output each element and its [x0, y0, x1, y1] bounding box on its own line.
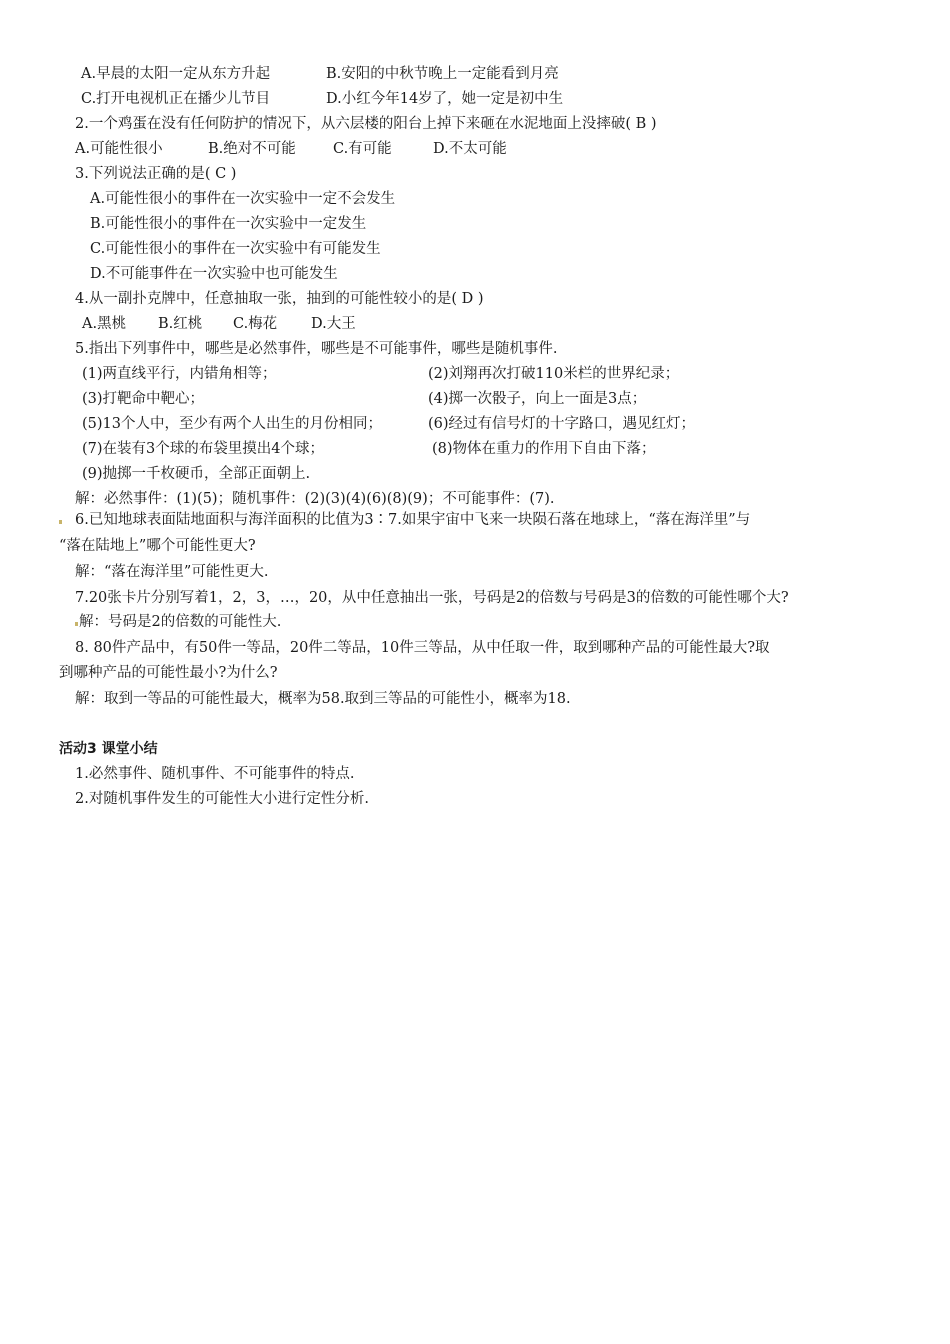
q6-answer: 解：“落在海洋里”可能性更大.: [75, 564, 269, 580]
q8-stem-line-2: 到哪种产品的可能性最小?为什么?: [59, 665, 278, 681]
q5-event-1: (1)两直线平行，内错角相等；: [82, 366, 277, 382]
q4-option-c: C.梅花: [233, 316, 278, 332]
summary-heading: 活动3 课堂小结: [59, 741, 158, 757]
stray-mark: [75, 622, 78, 626]
q4-option-b: B.红桃: [158, 316, 203, 332]
q3-option-a: A.可能性很小的事件在一次实验中一定不会发生: [90, 191, 396, 207]
q4-stem: 4.从一副扑克牌中，任意抽取一张，抽到的可能性较小的是( D ): [75, 291, 484, 307]
q3-option-d: D.不可能事件在一次实验中也可能发生: [90, 266, 338, 282]
stray-mark: [59, 520, 62, 524]
q6-stem-line-2: “落在陆地上”哪个可能性更大?: [59, 538, 256, 554]
q8-answer: 解：取到一等品的可能性最大，概率为58.取到三等品的可能性小，概率为18.: [75, 691, 571, 707]
q1-option-c: C.打开电视机正在播少儿节目: [81, 91, 271, 107]
q8-stem-line-1: 8. 80件产品中，有50件一等品，20件二等品，10件三等品，从中任取一件，取到哪种产品的可能性最大?取: [75, 640, 770, 656]
q4-option-d: D.大王: [311, 316, 356, 332]
q5-event-7: (7)在装有3个球的布袋里摸出4个球；: [82, 441, 324, 457]
q5-event-3: (3)打靶命中靶心；: [82, 391, 205, 407]
q2-option-c: C.有可能: [333, 141, 392, 157]
q5-event-2: (2)刘翔再次打破110米栏的世界纪录；: [428, 366, 680, 382]
q5-answer: 解：必然事件：(1)(5)；随机事件：(2)(3)(4)(6)(8)(9)；不可能事件：(7).: [75, 491, 555, 507]
q7-stem: 7.20张卡片分别写着1，2，3，…，20，从中任意抽出一张，号码是2的倍数与号码是3的倍数的可能性哪个大?: [75, 590, 789, 606]
q3-option-b: B.可能性很小的事件在一次实验中一定发生: [90, 216, 367, 232]
summary-item-2: 2.对随机事件发生的可能性大小进行定性分析.: [75, 791, 369, 807]
q2-option-b: B.绝对不可能: [208, 141, 296, 157]
q5-event-8: (8)物体在重力的作用下自由下落；: [432, 441, 656, 457]
q7-answer: 解：号码是2的倍数的可能性大.: [79, 614, 282, 630]
q2-stem: 2.一个鸡蛋在没有任何防护的情况下，从六层楼的阳台上掉下来砸在水泥地面上没摔破( B ): [75, 116, 657, 132]
q2-option-d: D.不太可能: [433, 141, 507, 157]
summary-item-1: 1.必然事件、随机事件、不可能事件的特点.: [75, 766, 355, 782]
q2-option-a: A.可能性很小: [75, 141, 163, 157]
q6-stem-line-1: 6.已知地球表面陆地面积与海洋面积的比值为3∶7.如果宇宙中飞来一块陨石落在地球上，“落在海洋里”与: [75, 512, 751, 528]
q4-option-a: A.黑桃: [82, 316, 127, 332]
q3-stem: 3.下列说法正确的是( C ): [75, 166, 237, 182]
q5-event-5: (5)13个人中，至少有两个人出生的月份相同；: [82, 416, 382, 432]
q3-option-c: C.可能性很小的事件在一次实验中有可能发生: [90, 241, 381, 257]
q1-option-a: A.早晨的太阳一定从东方升起: [81, 66, 271, 82]
q5-event-9: (9)抛掷一千枚硬币，全部正面朝上.: [82, 466, 311, 482]
q5-event-6: (6)经过有信号灯的十字路口，遇见红灯；: [428, 416, 696, 432]
q5-stem: 5.指出下列事件中，哪些是必然事件，哪些是不可能事件，哪些是随机事件.: [75, 341, 558, 357]
q1-option-b: B.安阳的中秋节晚上一定能看到月亮: [326, 66, 559, 82]
q1-option-d: D.小红今年14岁了，她一定是初中生: [326, 91, 564, 107]
q5-event-4: (4)掷一次骰子，向上一面是3点；: [428, 391, 647, 407]
